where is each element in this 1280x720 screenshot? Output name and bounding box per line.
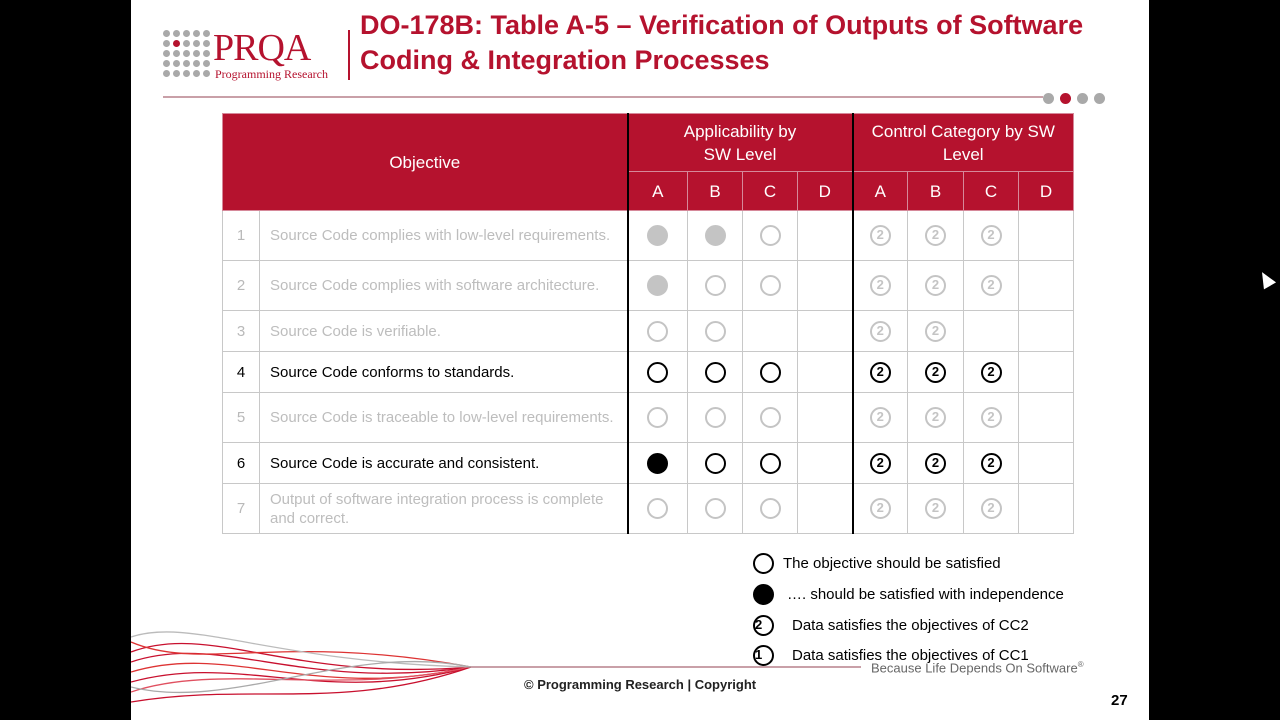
control-category-cell	[1019, 393, 1074, 443]
control-category-cell	[908, 393, 964, 443]
applicability-cell	[798, 443, 853, 484]
open-circle-icon	[647, 362, 668, 383]
applicability-cell	[688, 211, 743, 261]
table-row	[223, 393, 1074, 443]
open-circle-icon	[760, 275, 781, 296]
applicability-cell	[628, 484, 688, 534]
control-category-icon: 2	[870, 407, 891, 428]
applicability-cell	[798, 211, 853, 261]
slide-title	[360, 8, 1149, 78]
applicability-cell	[798, 261, 853, 311]
applicability-cell	[743, 393, 798, 443]
legend-filled	[753, 584, 1064, 608]
slide	[131, 0, 1149, 720]
logo-divider	[348, 30, 350, 80]
applicability-cell	[743, 352, 798, 393]
applicability-cell	[628, 311, 688, 352]
control-category-icon: 2	[981, 453, 1002, 474]
slide-progress-dots	[1043, 91, 1111, 109]
control-category-icon: 2	[981, 225, 1002, 246]
applicability-cell	[743, 443, 798, 484]
applicability-cell	[798, 311, 853, 352]
level-header: C	[743, 172, 798, 211]
objective-text: Output of software integration process is complete and correct.	[260, 484, 628, 534]
applicability-cell	[798, 352, 853, 393]
open-circle-icon	[760, 362, 781, 383]
legend-cc1-label: Data satisfies the objectives of CC1	[792, 647, 1029, 664]
control-category-icon: 2	[925, 321, 946, 342]
applicability-cell	[743, 261, 798, 311]
control-category-icon: 2	[925, 275, 946, 296]
objective-number: 2	[223, 261, 260, 311]
objective-text: Source Code is accurate and consistent.	[260, 443, 628, 484]
control-category-icon: 2	[870, 362, 891, 383]
control-category-cell	[1019, 311, 1074, 352]
objective-number: 4	[223, 352, 260, 393]
applicability-cell	[688, 443, 743, 484]
header-applicability: Applicability by SW Level	[628, 114, 853, 172]
control-category-cell	[964, 484, 1019, 534]
header-objective: Objective	[223, 114, 628, 211]
control-category-cell	[853, 443, 908, 484]
objective-text: Source Code complies with low-level requirements.	[260, 211, 628, 261]
footer-rule	[471, 666, 861, 668]
level-header: B	[908, 172, 964, 211]
footer-tagline: Because Life Depends On Software®	[871, 660, 1084, 676]
applicability-cell	[743, 211, 798, 261]
level-header: A	[628, 172, 688, 211]
objective-number: 3	[223, 311, 260, 352]
slide-title-line1: DO-178B: Table A-5 – Verification of Outputs of Software	[360, 10, 1084, 40]
control-category-icon: 2	[870, 321, 891, 342]
objective-text: Source Code is verifiable.	[260, 311, 628, 352]
control-category-icon: 2	[870, 498, 891, 519]
objective-number: 7	[223, 484, 260, 534]
objectives-table	[222, 113, 1074, 534]
open-circle-icon	[705, 498, 726, 519]
applicability-cell	[628, 211, 688, 261]
control-category-icon: 2	[981, 407, 1002, 428]
control-category-cell	[853, 311, 908, 352]
control-category-icon: 2	[925, 453, 946, 474]
logo-brand: PRQA	[213, 27, 311, 69]
logo-subtitle: Programming Research	[215, 67, 328, 81]
control-category-cell	[908, 311, 964, 352]
level-header: C	[964, 172, 1019, 211]
mouse-cursor-icon	[1256, 269, 1276, 290]
table-row	[223, 352, 1074, 393]
open-circle-icon	[705, 275, 726, 296]
open-circle-icon	[753, 553, 774, 574]
legend-cc2	[753, 615, 1029, 639]
level-header: A	[853, 172, 908, 211]
control-category-cell	[1019, 443, 1074, 484]
table-row	[223, 261, 1074, 311]
control-category-icon: 2	[981, 275, 1002, 296]
slide-title-line2: Coding & Integration Processes	[360, 45, 770, 75]
applicability-cell	[743, 311, 798, 352]
cc1-circle-icon: 1	[753, 645, 774, 666]
page-number: 27	[1111, 692, 1128, 709]
header-control-category: Control Category by SW Level	[853, 114, 1074, 172]
table-row	[223, 211, 1074, 261]
open-circle-icon	[760, 225, 781, 246]
control-category-icon: 2	[925, 407, 946, 428]
filled-circle-icon	[647, 453, 668, 474]
objective-text: Source Code complies with software architecture.	[260, 261, 628, 311]
open-circle-icon	[705, 453, 726, 474]
applicability-cell	[743, 484, 798, 534]
control-category-cell	[853, 484, 908, 534]
objective-text: Source Code is traceable to low-level requirements.	[260, 393, 628, 443]
applicability-cell	[628, 443, 688, 484]
level-header: D	[1019, 172, 1074, 211]
applicability-cell	[798, 393, 853, 443]
progress-dot	[1094, 93, 1105, 104]
applicability-cell	[688, 484, 743, 534]
control-category-cell	[908, 211, 964, 261]
control-category-cell	[853, 211, 908, 261]
open-circle-icon	[760, 498, 781, 519]
legend-open	[753, 553, 1001, 577]
cc2-circle-icon: 2	[753, 615, 774, 636]
applicability-cell	[688, 261, 743, 311]
control-category-icon: 2	[981, 362, 1002, 383]
applicability-cell	[688, 393, 743, 443]
open-circle-icon	[647, 407, 668, 428]
objective-number: 6	[223, 443, 260, 484]
control-category-cell	[964, 393, 1019, 443]
level-header: D	[798, 172, 853, 211]
progress-dot	[1077, 93, 1088, 104]
open-circle-icon	[760, 407, 781, 428]
control-category-cell	[1019, 352, 1074, 393]
control-category-cell	[1019, 261, 1074, 311]
progress-dot-active	[1060, 93, 1071, 104]
filled-circle-icon	[647, 225, 668, 246]
footer-copyright: © Programming Research | Copyright	[524, 677, 757, 692]
filled-circle-icon	[647, 275, 668, 296]
control-category-cell	[908, 484, 964, 534]
applicability-cell	[628, 352, 688, 393]
logo-dots-icon	[163, 30, 211, 80]
applicability-cell	[628, 261, 688, 311]
legend-open-label: The objective should be satisfied	[783, 555, 1001, 572]
applicability-cell	[628, 393, 688, 443]
open-circle-icon	[705, 407, 726, 428]
control-category-icon: 2	[925, 362, 946, 383]
objective-text: Source Code conforms to standards.	[260, 352, 628, 393]
filled-circle-icon	[705, 225, 726, 246]
control-category-cell	[853, 393, 908, 443]
control-category-cell	[964, 352, 1019, 393]
open-circle-icon	[705, 362, 726, 383]
applicability-cell	[798, 484, 853, 534]
legend-cc2-label: Data satisfies the objectives of CC2	[792, 617, 1029, 634]
control-category-icon: 2	[925, 498, 946, 519]
control-category-cell	[1019, 484, 1074, 534]
open-circle-icon	[760, 453, 781, 474]
decorative-waves-icon	[131, 622, 491, 712]
control-category-cell	[1019, 211, 1074, 261]
control-category-cell	[964, 443, 1019, 484]
level-header: B	[688, 172, 743, 211]
open-circle-icon	[647, 321, 668, 342]
filled-circle-icon	[753, 584, 774, 605]
control-category-icon: 2	[870, 275, 891, 296]
applicability-cell	[688, 311, 743, 352]
control-category-icon: 2	[981, 498, 1002, 519]
control-category-icon: 2	[870, 225, 891, 246]
table-row	[223, 484, 1074, 534]
applicability-cell	[688, 352, 743, 393]
control-category-cell	[964, 211, 1019, 261]
open-circle-icon	[705, 321, 726, 342]
control-category-cell	[964, 261, 1019, 311]
table-row	[223, 443, 1074, 484]
objective-number: 1	[223, 211, 260, 261]
control-category-icon: 2	[925, 225, 946, 246]
title-rule	[163, 96, 1043, 98]
control-category-cell	[908, 261, 964, 311]
control-category-cell	[964, 311, 1019, 352]
legend-filled-label: …. should be satisfied with independence	[787, 586, 1064, 603]
control-category-icon: 2	[870, 453, 891, 474]
open-circle-icon	[647, 498, 668, 519]
progress-dot	[1043, 93, 1054, 104]
control-category-cell	[853, 352, 908, 393]
prqa-logo	[163, 27, 353, 82]
control-category-cell	[908, 443, 964, 484]
objective-number: 5	[223, 393, 260, 443]
control-category-cell	[908, 352, 964, 393]
table-row	[223, 311, 1074, 352]
control-category-cell	[853, 261, 908, 311]
